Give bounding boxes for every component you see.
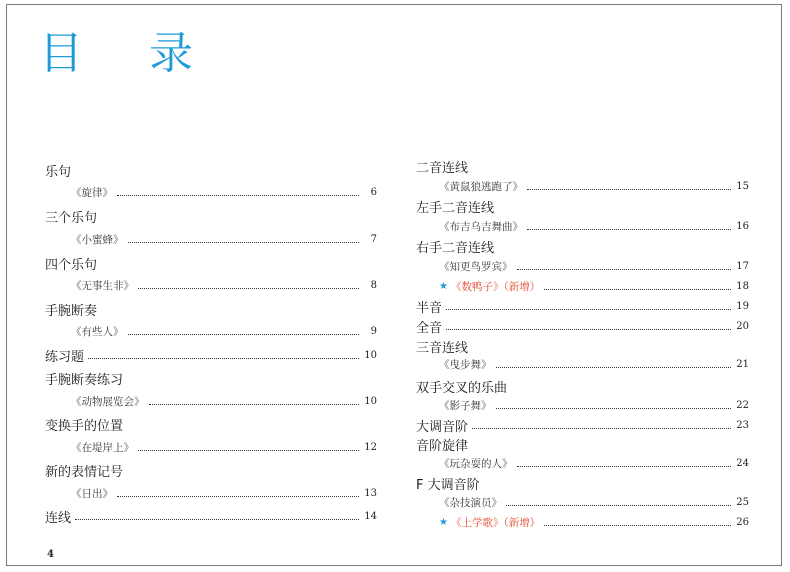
page-title (39, 29, 193, 79)
entry-title: 《动物展览会》 (71, 395, 145, 408)
section-title: 练习题 (45, 349, 85, 365)
page-ref: 20 (736, 320, 749, 332)
section-title: 乐句 (45, 164, 72, 180)
section-title: 半音 (416, 300, 443, 316)
dot-leader (544, 525, 731, 526)
page-ref: 21 (736, 358, 749, 370)
toc-entry (71, 483, 377, 503)
page-ref: 15 (736, 180, 749, 192)
toc-section (416, 336, 749, 356)
entry-title: 《杂技演员》 (439, 496, 502, 509)
page-ref: 23 (736, 419, 749, 431)
page-ref: 13 (364, 487, 377, 499)
dot-leader (506, 505, 731, 506)
dot-leader (128, 242, 360, 243)
entry-title: 《数鸭子》（新增） (450, 280, 541, 293)
toc-entry (439, 176, 749, 196)
dot-leader (446, 329, 731, 330)
dot-leader (75, 519, 359, 520)
dot-leader (138, 450, 359, 451)
toc-entry (439, 256, 749, 276)
toc-section (416, 473, 749, 493)
section-title: 三音连线 (416, 340, 469, 356)
page-ref: 16 (736, 220, 749, 232)
entry-title: 《旋律》 (71, 186, 113, 199)
toc-section (45, 299, 377, 319)
section-title: 双手交叉的乐曲 (416, 380, 508, 396)
page-ref: 14 (364, 510, 377, 522)
dot-leader (128, 334, 360, 335)
toc-section (45, 253, 377, 273)
dot-leader (117, 496, 359, 497)
toc-entry (71, 182, 377, 202)
toc-entry (71, 229, 377, 249)
dot-leader (149, 404, 360, 405)
dot-leader (138, 288, 359, 289)
section-title: 三个乐句 (45, 210, 98, 226)
entry-title: 《有些人》 (71, 325, 124, 338)
section-title: F 大调音阶 (416, 477, 480, 493)
page-ref: 19 (736, 300, 749, 312)
dot-leader (446, 309, 731, 310)
page-ref: 25 (736, 496, 749, 508)
toc-entry (439, 512, 749, 532)
toc-section (416, 376, 749, 396)
toc-entry (71, 437, 377, 457)
page-ref: 7 (370, 233, 377, 245)
entry-title: 《在堤岸上》 (71, 441, 134, 454)
entry-title: 《影子舞》 (439, 399, 492, 412)
entry-title: 《曳步舞》 (439, 358, 492, 371)
page-ref: 17 (736, 260, 749, 272)
toc-section (45, 206, 377, 226)
toc-entry (439, 453, 749, 473)
dot-leader (517, 466, 732, 467)
page-number: 4 (47, 549, 54, 560)
toc-section (416, 434, 749, 454)
section-title: 左手二音连线 (416, 200, 495, 216)
toc-section (45, 460, 377, 480)
toc-section (416, 236, 749, 256)
page-ref: 26 (736, 516, 749, 528)
toc-section (45, 506, 377, 526)
section-title: 全音 (416, 320, 443, 336)
dot-leader (517, 269, 732, 270)
section-title: 二音连线 (416, 160, 469, 176)
entry-title: 《布吉乌吉舞曲》 (439, 220, 523, 233)
page-ref: 10 (364, 395, 377, 407)
toc-entry (71, 275, 377, 295)
toc-entry (439, 492, 749, 512)
entry-title: 《无事生非》 (71, 279, 134, 292)
dot-leader (527, 189, 731, 190)
entry-title: 《知更鸟罗宾》 (439, 260, 513, 273)
section-title: 四个乐句 (45, 257, 98, 273)
toc-section (416, 196, 749, 216)
page-ref: 22 (736, 399, 749, 411)
toc-section (45, 160, 377, 180)
page-ref: 6 (370, 186, 377, 198)
toc-page (6, 4, 782, 566)
dot-leader (472, 428, 731, 429)
toc-section (416, 296, 749, 316)
page-ref: 12 (364, 441, 377, 453)
section-title: 连线 (45, 510, 72, 526)
page-ref: 8 (370, 279, 377, 291)
section-title: 音阶旋律 (416, 438, 469, 454)
page-ref: 18 (736, 280, 749, 292)
entry-title: 《日出》 (71, 487, 113, 500)
toc-entry (439, 216, 749, 236)
dot-leader (88, 358, 359, 359)
section-title: 大调音阶 (416, 419, 469, 435)
page-ref: 10 (364, 349, 377, 361)
entry-title: 《上学歌》（新增） (450, 516, 541, 529)
section-title: 手腕断奏练习 (45, 372, 124, 388)
entry-title: 《小蜜蜂》 (71, 233, 124, 246)
entry-title: 《黄鼠狼逃跑了》 (439, 180, 523, 193)
toc-section (416, 316, 749, 336)
title-char-2: 录 (149, 28, 193, 79)
toc-section (416, 415, 749, 435)
page-ref: 24 (736, 457, 749, 469)
star-icon: ★ (439, 280, 448, 292)
dot-leader (496, 408, 732, 409)
section-title: 新的表情记号 (45, 464, 124, 480)
dot-leader (527, 229, 731, 230)
toc-entry (71, 321, 377, 341)
entry-title: 《玩杂耍的人》 (439, 457, 513, 470)
toc-section (416, 156, 749, 176)
toc-entry (439, 354, 749, 374)
dot-leader (496, 367, 732, 368)
dot-leader (117, 195, 359, 196)
toc-section (45, 368, 377, 388)
section-title: 右手二音连线 (416, 240, 495, 256)
toc-entry (439, 395, 749, 415)
toc-section (45, 345, 377, 365)
toc-entry (439, 276, 749, 296)
section-title: 变换手的位置 (45, 418, 124, 434)
dot-leader (544, 289, 731, 290)
page-ref: 9 (370, 325, 377, 337)
toc-entry (71, 391, 377, 411)
section-title: 手腕断奏 (45, 303, 98, 319)
star-icon: ★ (439, 516, 448, 528)
title-char-1: 目 (39, 28, 83, 79)
toc-section (45, 414, 377, 434)
